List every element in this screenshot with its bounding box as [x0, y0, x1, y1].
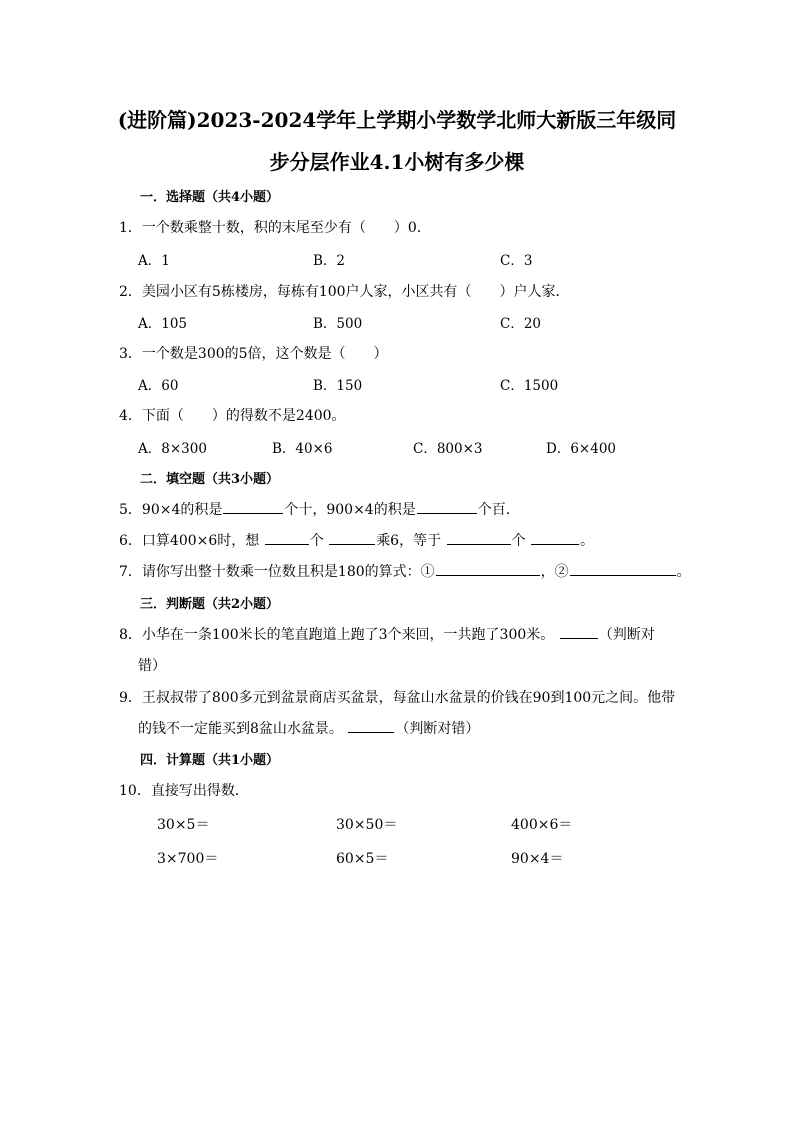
answer-blank[interactable] — [265, 531, 309, 545]
section-heading-fill: 二．填空题（共3小题） — [140, 472, 280, 487]
question-4-option-a: A．8×300 — [138, 441, 207, 457]
question-4-option-b: B．40×6 — [272, 441, 333, 457]
question-3-option-a: A．60 — [138, 378, 179, 394]
question-9-line-1: 9．王叔叔带了800多元到盆景商店买盆景，每盆山水盆景的价钱在90到100元之间。他带 — [119, 690, 676, 706]
answer-blank[interactable] — [436, 562, 540, 576]
question-1-stem: 1．一个数乘整十数，积的末尾至少有（ ）0． — [119, 220, 431, 236]
question-1-option-b: B．2 — [313, 253, 346, 269]
question-6-part-4: 个 — [511, 533, 526, 549]
question-1-option-a: A．1 — [138, 253, 170, 269]
question-1-option-c: C．3 — [500, 253, 533, 269]
title-line-2: 步分层作业4.1小树有多少棵 — [269, 150, 525, 174]
question-5-part-1: 5．90×4的积是 — [119, 502, 223, 518]
calc-item: 90×4＝ — [511, 851, 564, 867]
question-5 — [119, 499, 520, 519]
question-8-line-1 — [119, 624, 655, 644]
answer-blank[interactable] — [348, 719, 394, 733]
question-4-option-c: C．800×3 — [413, 441, 483, 457]
question-4-option-d: D．6×400 — [546, 441, 616, 457]
question-2-option-b: B．500 — [313, 316, 363, 332]
calc-item: 60×5＝ — [336, 851, 389, 867]
answer-blank[interactable] — [531, 531, 579, 545]
calc-item: 30×5＝ — [157, 817, 210, 833]
question-3-option-b: B．150 — [313, 378, 363, 394]
question-9-line-2 — [138, 718, 479, 738]
question-2-stem: 2．美园小区有5栋楼房，每栋有100户人家，小区共有（ ）户人家． — [119, 284, 570, 300]
question-6 — [119, 530, 594, 550]
question-6-part-1: 6．口算400×6时，想 — [119, 533, 260, 549]
calc-item: 30×50＝ — [336, 817, 398, 833]
calc-item: 3×700＝ — [157, 851, 219, 867]
question-7 — [119, 561, 691, 581]
question-6-part-5: 。 — [580, 533, 595, 549]
question-7-part-2: ，② — [540, 564, 569, 580]
question-8-hint: （判断对 — [598, 627, 655, 643]
question-5-part-2: 个十，900×4的积是 — [284, 502, 416, 518]
question-2-option-c: C．20 — [500, 316, 542, 332]
question-4-stem: 4．下面（ ）的得数不是2400。 — [119, 408, 346, 424]
section-heading-judge: 三．判断题（共2小题） — [140, 597, 280, 612]
question-6-part-3: 乘6，等于 — [376, 533, 442, 549]
answer-blank[interactable] — [447, 531, 511, 545]
question-5-part-3: 个百． — [477, 502, 520, 518]
question-9-hint: （判断对错） — [395, 721, 480, 737]
question-7-part-1: 7．请你写出整十数乘一位数且积是180的算式：① — [119, 564, 435, 580]
answer-blank[interactable] — [570, 562, 676, 576]
question-7-part-3: 。 — [676, 564, 691, 580]
question-6-part-2: 个 — [309, 533, 324, 549]
question-8-text: 8．小华在一条100米长的笔直跑道上跑了3个来回，一共跑了300米。 — [119, 627, 555, 643]
calc-item: 400×6＝ — [511, 817, 573, 833]
answer-blank[interactable] — [223, 500, 283, 514]
question-2-option-a: A．105 — [138, 316, 188, 332]
question-3-option-c: C．1500 — [500, 378, 559, 394]
answer-blank[interactable] — [417, 500, 477, 514]
question-10-stem: 10．直接写出得数． — [119, 783, 249, 799]
answer-blank[interactable] — [560, 625, 598, 639]
section-heading-calc: 四．计算题（共1小题） — [140, 753, 280, 768]
section-heading-choice: 一．选择题（共4小题） — [140, 190, 280, 205]
question-8-line-2: 错） — [138, 658, 166, 674]
answer-blank[interactable] — [329, 531, 375, 545]
question-9-text: 的钱不一定能买到8盆山水盆景。 — [138, 721, 343, 737]
question-3-stem: 3．一个数是300的5倍，这个数是（ ） — [119, 346, 388, 362]
title-line-1: (进阶篇)2023-2024学年上学期小学数学北师大新版三年级同 — [117, 108, 677, 132]
